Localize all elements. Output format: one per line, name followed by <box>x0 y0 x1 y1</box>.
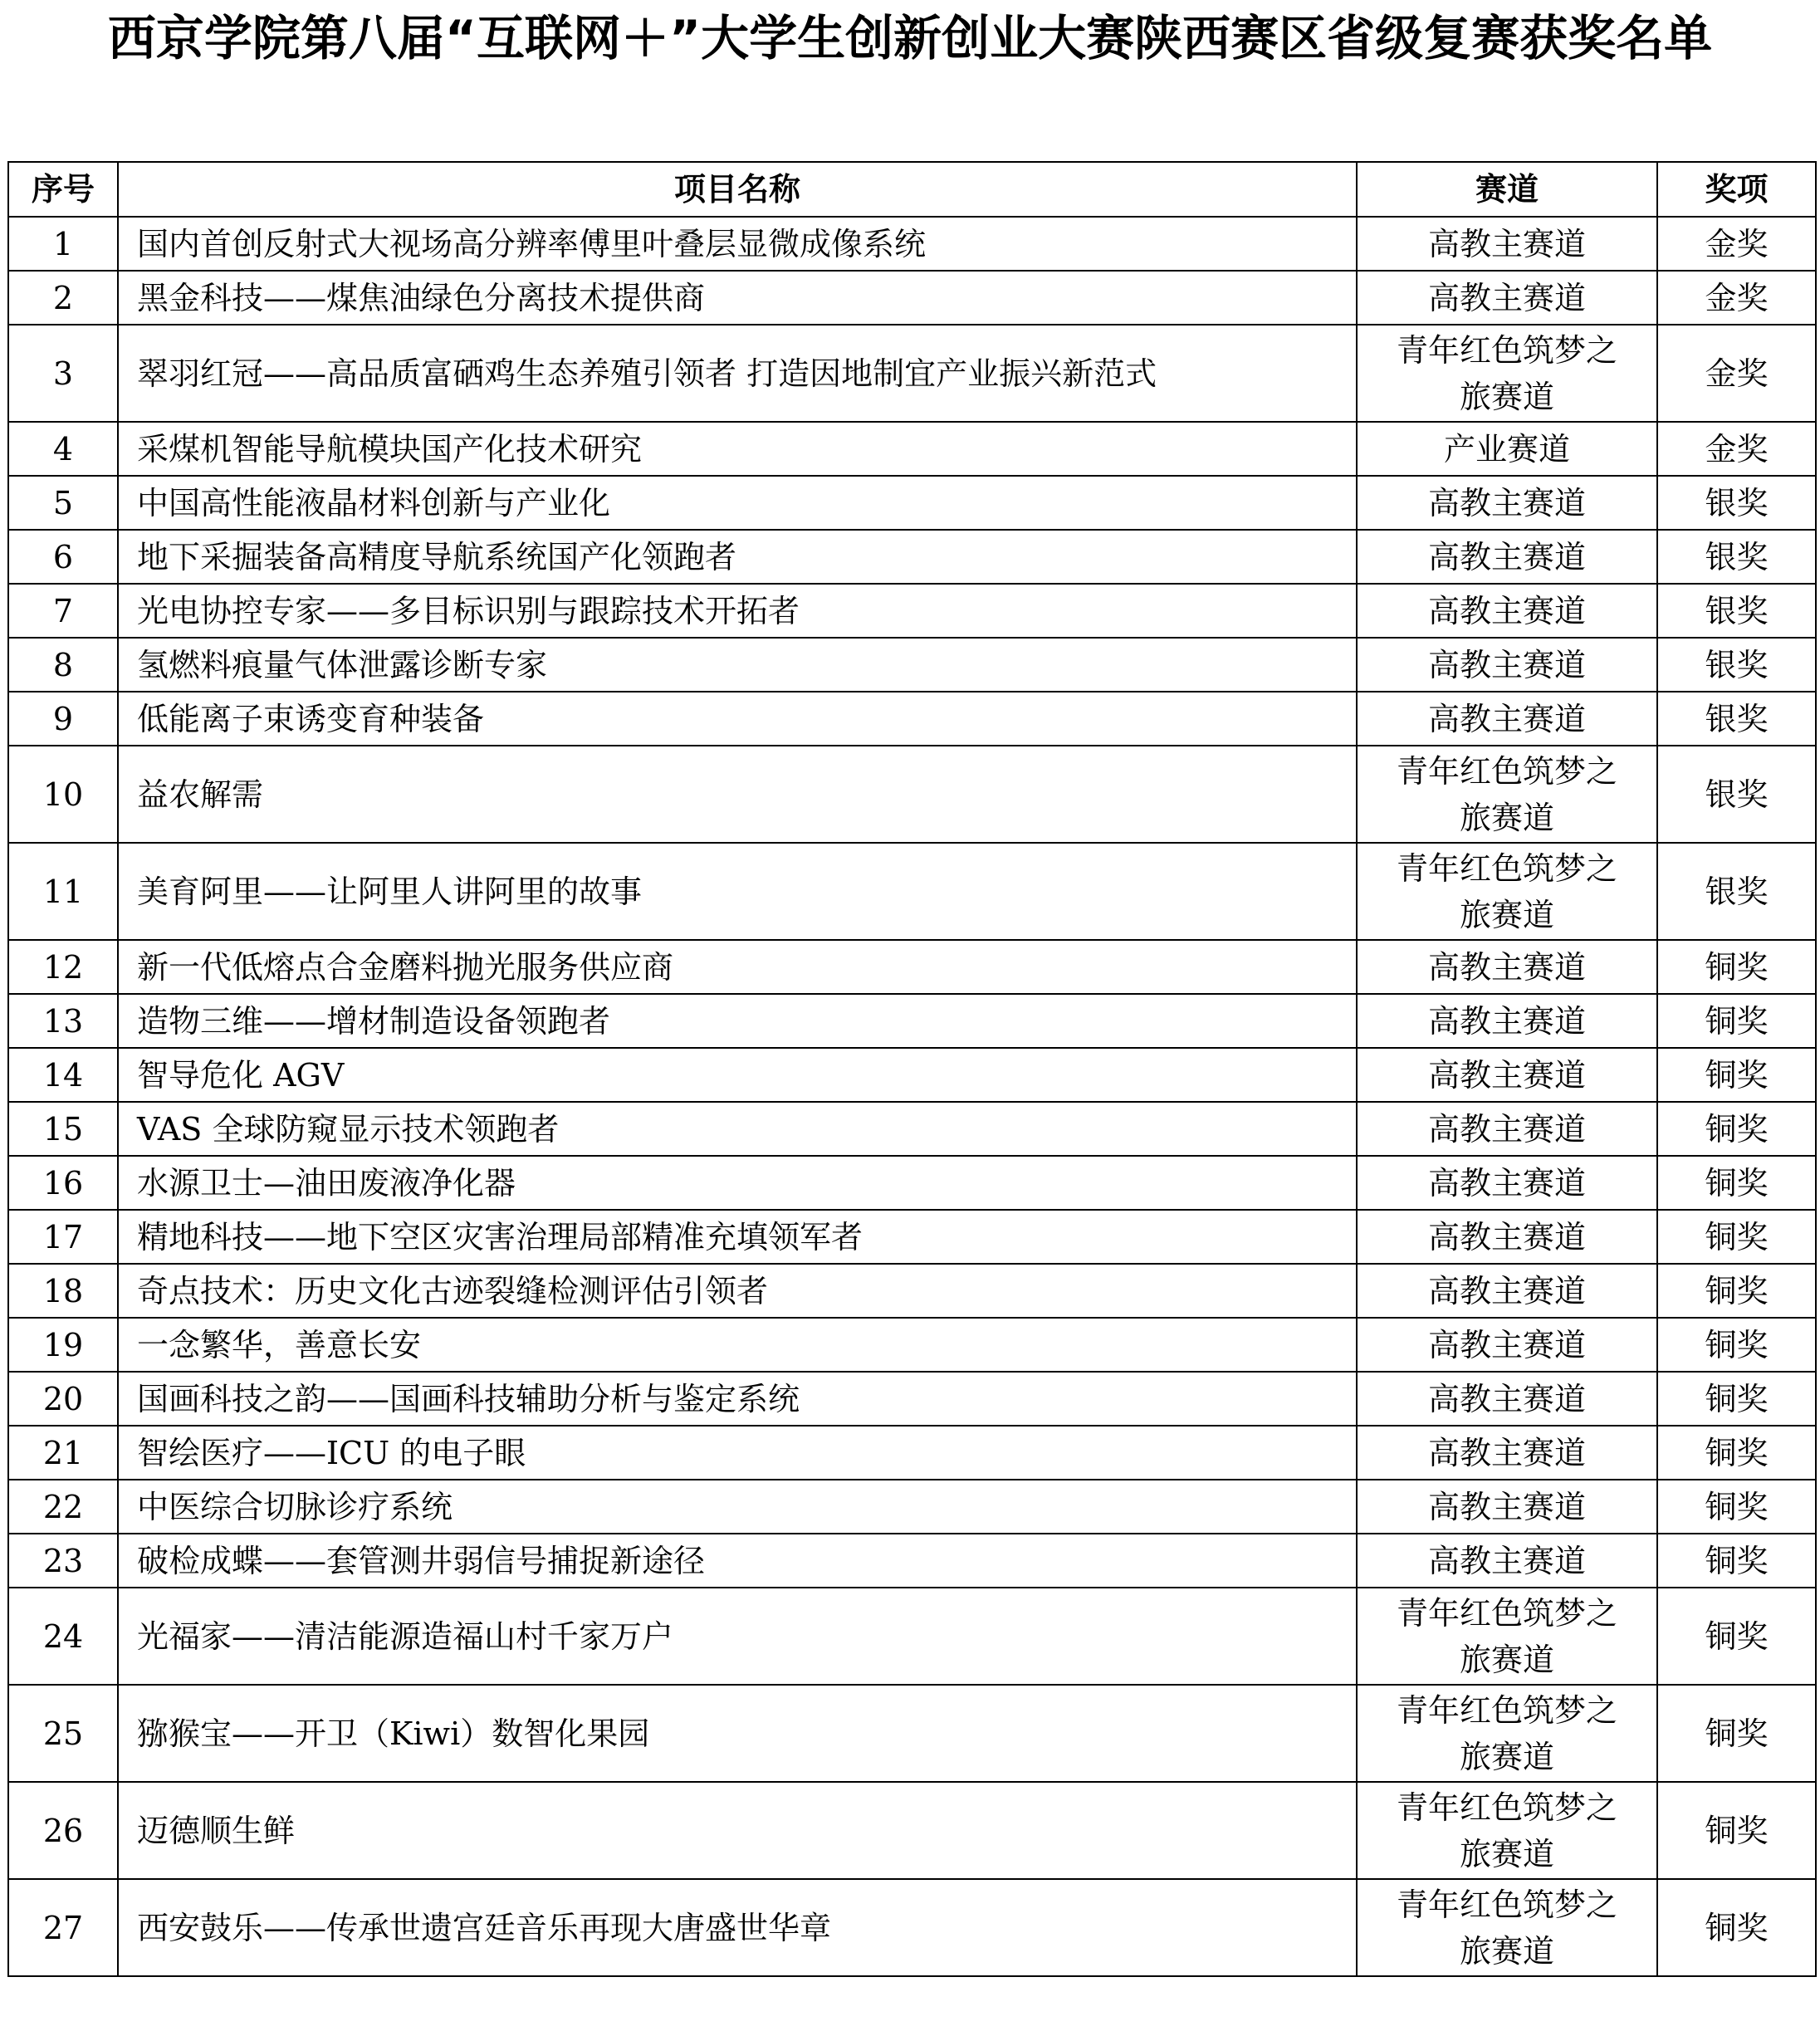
cell-project-name: 氢燃料痕量气体泄露诊断专家 <box>118 638 1357 692</box>
cell-track <box>1357 584 1657 638</box>
track-line: 高教主赛道 <box>1427 1380 1586 1417</box>
column-header-no: 序号 <box>8 162 118 217</box>
track-line: 高教主赛道 <box>1427 948 1586 986</box>
cell-track <box>1357 1879 1657 1976</box>
table-row <box>8 530 1816 584</box>
cell-award: 铜奖 <box>1657 1318 1816 1372</box>
cell-project-name: 光电协控专家——多目标识别与跟踪技术开拓者 <box>118 584 1357 638</box>
table-header-row <box>8 162 1816 217</box>
cell-no: 13 <box>8 994 118 1048</box>
cell-no: 21 <box>8 1426 118 1480</box>
track-line: 青年红色筑梦之 <box>1396 752 1617 790</box>
cell-award: 铜奖 <box>1657 1879 1816 1976</box>
cell-award: 铜奖 <box>1657 1782 1816 1879</box>
cell-award: 铜奖 <box>1657 1156 1816 1210</box>
table-row <box>8 1264 1816 1318</box>
cell-track <box>1357 422 1657 476</box>
column-header-award: 奖项 <box>1657 162 1816 217</box>
table-row <box>8 746 1816 843</box>
table-row <box>8 422 1816 476</box>
track-line: 高教主赛道 <box>1427 484 1586 521</box>
cell-project-name: 新一代低熔点合金磨料抛光服务供应商 <box>118 940 1357 994</box>
track-line: 旅赛道 <box>1459 896 1554 933</box>
track-line: 高教主赛道 <box>1427 592 1586 629</box>
cell-track <box>1357 1318 1657 1372</box>
cell-project-name: 黑金科技——煤焦油绿色分离技术提供商 <box>118 271 1357 325</box>
cell-no: 19 <box>8 1318 118 1372</box>
track-line: 高教主赛道 <box>1427 1272 1586 1309</box>
cell-project-name: VAS 全球防窥显示技术领跑者 <box>118 1102 1357 1156</box>
cell-award: 银奖 <box>1657 476 1816 530</box>
cell-project-name: 低能离子束诱变育种装备 <box>118 692 1357 746</box>
cell-project-name: 地下采掘装备高精度导航系统国产化领跑者 <box>118 530 1357 584</box>
cell-project-name: 智导危化 AGV <box>118 1048 1357 1102</box>
cell-track <box>1357 1264 1657 1318</box>
track-line: 高教主赛道 <box>1427 1542 1586 1579</box>
table-row <box>8 1372 1816 1426</box>
cell-no: 22 <box>8 1480 118 1534</box>
table-row <box>8 1156 1816 1210</box>
cell-track <box>1357 217 1657 271</box>
table-row <box>8 1048 1816 1102</box>
table-row <box>8 843 1816 940</box>
cell-track <box>1357 325 1657 422</box>
table-row <box>8 1426 1816 1480</box>
cell-track <box>1357 1685 1657 1782</box>
track-line: 青年红色筑梦之 <box>1396 1789 1617 1826</box>
track-line: 高教主赛道 <box>1427 1164 1586 1201</box>
table-row <box>8 1102 1816 1156</box>
track-line: 旅赛道 <box>1459 1738 1554 1775</box>
track-line: 高教主赛道 <box>1427 279 1586 316</box>
table-row <box>8 1588 1816 1685</box>
track-line: 高教主赛道 <box>1427 1434 1586 1471</box>
table-row <box>8 994 1816 1048</box>
table-row <box>8 1879 1816 1976</box>
cell-award: 铜奖 <box>1657 1534 1816 1588</box>
cell-no: 17 <box>8 1210 118 1264</box>
cell-no: 25 <box>8 1685 118 1782</box>
cell-award: 银奖 <box>1657 638 1816 692</box>
track-line: 高教主赛道 <box>1427 1056 1586 1094</box>
cell-award: 铜奖 <box>1657 1685 1816 1782</box>
table-row <box>8 1782 1816 1879</box>
cell-award: 铜奖 <box>1657 1588 1816 1685</box>
cell-track <box>1357 1102 1657 1156</box>
cell-no: 24 <box>8 1588 118 1685</box>
table-row <box>8 271 1816 325</box>
cell-project-name: 采煤机智能导航模块国产化技术研究 <box>118 422 1357 476</box>
cell-award: 铜奖 <box>1657 1480 1816 1534</box>
cell-project-name: 益农解需 <box>118 746 1357 843</box>
cell-track <box>1357 476 1657 530</box>
track-line: 青年红色筑梦之 <box>1396 849 1617 887</box>
track-line: 高教主赛道 <box>1427 646 1586 683</box>
table-row <box>8 584 1816 638</box>
cell-award: 金奖 <box>1657 422 1816 476</box>
cell-no: 26 <box>8 1782 118 1879</box>
cell-track <box>1357 1372 1657 1426</box>
cell-no: 11 <box>8 843 118 940</box>
track-line: 青年红色筑梦之 <box>1396 1886 1617 1923</box>
cell-no: 10 <box>8 746 118 843</box>
cell-no: 12 <box>8 940 118 994</box>
cell-award: 铜奖 <box>1657 1210 1816 1264</box>
table-row <box>8 1210 1816 1264</box>
track-line: 高教主赛道 <box>1427 538 1586 575</box>
cell-no: 14 <box>8 1048 118 1102</box>
cell-no: 16 <box>8 1156 118 1210</box>
cell-award: 银奖 <box>1657 746 1816 843</box>
cell-track <box>1357 1210 1657 1264</box>
table-row <box>8 476 1816 530</box>
table-row <box>8 1318 1816 1372</box>
cell-no: 18 <box>8 1264 118 1318</box>
table-row <box>8 940 1816 994</box>
cell-track <box>1357 638 1657 692</box>
cell-award: 铜奖 <box>1657 1048 1816 1102</box>
cell-track <box>1357 1156 1657 1210</box>
cell-project-name: 美育阿里——让阿里人讲阿里的故事 <box>118 843 1357 940</box>
cell-track <box>1357 843 1657 940</box>
column-header-track: 赛道 <box>1357 162 1657 217</box>
cell-award: 金奖 <box>1657 325 1816 422</box>
cell-track <box>1357 692 1657 746</box>
cell-project-name: 一念繁华，善意长安 <box>118 1318 1357 1372</box>
cell-no: 2 <box>8 271 118 325</box>
track-line: 青年红色筑梦之 <box>1396 1594 1617 1632</box>
track-line: 高教主赛道 <box>1427 1218 1586 1255</box>
table-row <box>8 1480 1816 1534</box>
track-line: 旅赛道 <box>1459 1932 1554 1970</box>
cell-no: 4 <box>8 422 118 476</box>
cell-award: 铜奖 <box>1657 1102 1816 1156</box>
track-line: 青年红色筑梦之 <box>1396 1691 1617 1729</box>
table-row <box>8 638 1816 692</box>
track-line: 旅赛道 <box>1459 1835 1554 1872</box>
table-row <box>8 692 1816 746</box>
cell-track <box>1357 1048 1657 1102</box>
cell-no: 5 <box>8 476 118 530</box>
cell-project-name: 翠羽红冠——高品质富硒鸡生态养殖引领者 打造因地制宜产业振兴新范式 <box>118 325 1357 422</box>
cell-project-name: 精地科技——地下空区灾害治理局部精准充填领军者 <box>118 1210 1357 1264</box>
cell-award: 铜奖 <box>1657 994 1816 1048</box>
cell-award: 金奖 <box>1657 217 1816 271</box>
track-line: 产业赛道 <box>1443 430 1570 467</box>
cell-track <box>1357 1588 1657 1685</box>
cell-project-name: 造物三维——增材制造设备领跑者 <box>118 994 1357 1048</box>
cell-award: 铜奖 <box>1657 1426 1816 1480</box>
table-row <box>8 325 1816 422</box>
cell-project-name: 中医综合切脉诊疗系统 <box>118 1480 1357 1534</box>
cell-project-name: 水源卫士—油田废液净化器 <box>118 1156 1357 1210</box>
cell-no: 3 <box>8 325 118 422</box>
cell-project-name: 中国高性能液晶材料创新与产业化 <box>118 476 1357 530</box>
awards-table <box>7 161 1817 1977</box>
table-row <box>8 1685 1816 1782</box>
cell-no: 15 <box>8 1102 118 1156</box>
cell-track <box>1357 1426 1657 1480</box>
page-title: 西京学院第八届“互联网＋”大学生创新创业大赛陕西赛区省级复赛获奖名单 <box>107 10 1713 66</box>
track-line: 高教主赛道 <box>1427 1488 1586 1525</box>
cell-award: 银奖 <box>1657 843 1816 940</box>
cell-track <box>1357 1480 1657 1534</box>
table-row <box>8 1534 1816 1588</box>
cell-project-name: 奇点技术：历史文化古迹裂缝检测评估引领者 <box>118 1264 1357 1318</box>
cell-no: 9 <box>8 692 118 746</box>
table-body <box>8 217 1816 1976</box>
cell-track <box>1357 746 1657 843</box>
cell-no: 6 <box>8 530 118 584</box>
cell-project-name: 西安鼓乐——传承世遗宫廷音乐再现大唐盛世华章 <box>118 1879 1357 1976</box>
cell-award: 银奖 <box>1657 692 1816 746</box>
track-line: 高教主赛道 <box>1427 1002 1586 1040</box>
track-line: 高教主赛道 <box>1427 1110 1586 1148</box>
cell-award: 金奖 <box>1657 271 1816 325</box>
track-line: 旅赛道 <box>1459 378 1554 415</box>
track-line: 旅赛道 <box>1459 1641 1554 1678</box>
cell-award: 铜奖 <box>1657 1372 1816 1426</box>
track-line: 青年红色筑梦之 <box>1396 331 1617 369</box>
cell-award: 铜奖 <box>1657 940 1816 994</box>
cell-no: 20 <box>8 1372 118 1426</box>
cell-project-name: 智绘医疗——ICU 的电子眼 <box>118 1426 1357 1480</box>
cell-award: 银奖 <box>1657 530 1816 584</box>
cell-track <box>1357 940 1657 994</box>
cell-project-name: 破检成蝶——套管测井弱信号捕捉新途径 <box>118 1534 1357 1588</box>
cell-project-name: 光福家——清洁能源造福山村千家万户 <box>118 1588 1357 1685</box>
cell-award: 铜奖 <box>1657 1264 1816 1318</box>
cell-award: 银奖 <box>1657 584 1816 638</box>
column-header-project-name: 项目名称 <box>118 162 1357 217</box>
cell-project-name: 国内首创反射式大视场高分辨率傅里叶叠层显微成像系统 <box>118 217 1357 271</box>
track-line: 高教主赛道 <box>1427 1326 1586 1363</box>
track-line: 高教主赛道 <box>1427 700 1586 737</box>
cell-project-name: 国画科技之韵——国画科技辅助分析与鉴定系统 <box>118 1372 1357 1426</box>
cell-no: 23 <box>8 1534 118 1588</box>
cell-no: 27 <box>8 1879 118 1976</box>
cell-track <box>1357 994 1657 1048</box>
cell-track <box>1357 530 1657 584</box>
cell-no: 1 <box>8 217 118 271</box>
cell-project-name: 猕猴宝——开卫（Kiwi）数智化果园 <box>118 1685 1357 1782</box>
track-line: 高教主赛道 <box>1427 225 1586 262</box>
cell-track <box>1357 1534 1657 1588</box>
cell-track <box>1357 271 1657 325</box>
track-line: 旅赛道 <box>1459 799 1554 836</box>
cell-track <box>1357 1782 1657 1879</box>
table-row <box>8 217 1816 271</box>
cell-project-name: 迈德顺生鲜 <box>118 1782 1357 1879</box>
cell-no: 8 <box>8 638 118 692</box>
cell-no: 7 <box>8 584 118 638</box>
